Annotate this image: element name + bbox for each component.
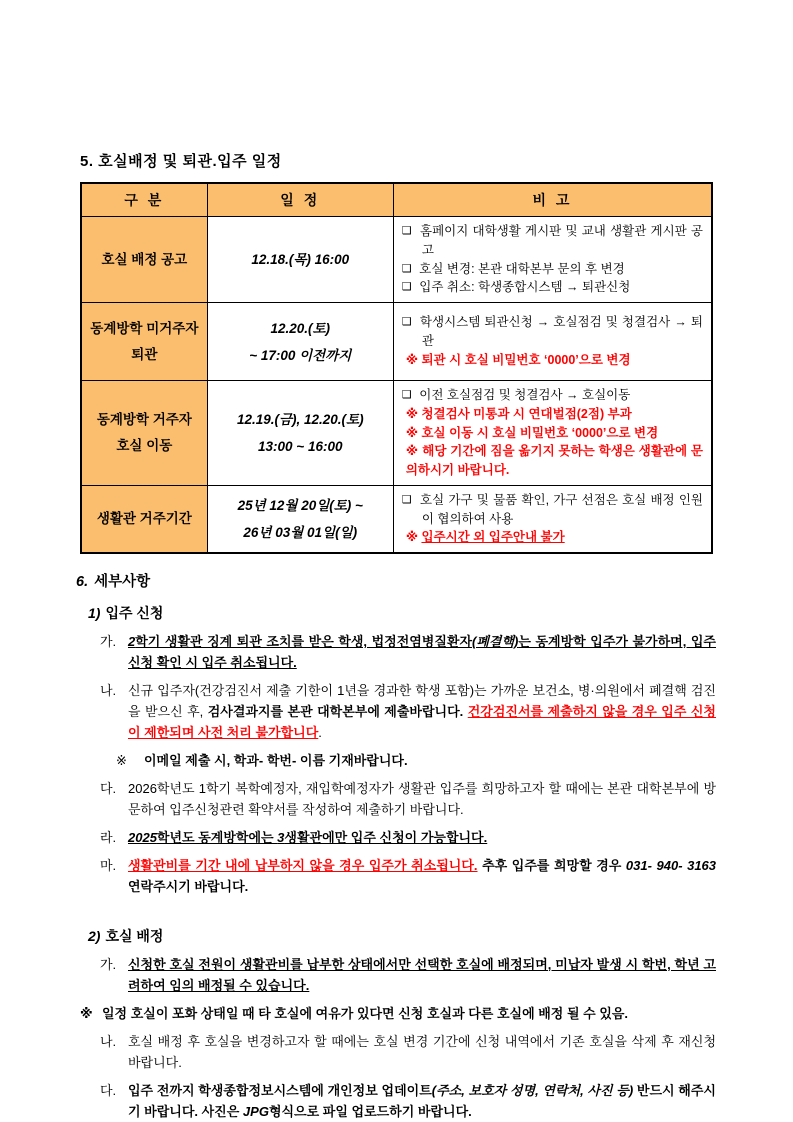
note-text: 학생시스템 퇴관신청 → 호실점검 및 청결검사 → 퇴관 bbox=[415, 315, 703, 349]
category-line: 퇴관 bbox=[131, 346, 158, 362]
item-label: ※ bbox=[80, 1005, 93, 1021]
subsection-heading bbox=[88, 926, 716, 946]
checkbox-icon: ❑ bbox=[401, 262, 412, 275]
detail-item bbox=[100, 1080, 716, 1122]
table-row bbox=[81, 381, 712, 486]
detail-item bbox=[100, 855, 716, 897]
detail-item bbox=[100, 1031, 716, 1073]
detail-item bbox=[100, 827, 716, 848]
asterisk-marker: ※ bbox=[405, 406, 422, 421]
table-row bbox=[81, 217, 712, 303]
text-segment: 031- 940- 3163 bbox=[625, 858, 717, 874]
section6-title bbox=[76, 570, 716, 591]
text-segment: 형식으로 파일 업로드하기 바랍니다. bbox=[268, 1103, 472, 1119]
text-segment: 학기 생활관 징계 퇴관 조치를 받은 학생, 법정전염병질환자 bbox=[135, 634, 473, 649]
asterisk-marker: ※ bbox=[405, 425, 422, 440]
subsection-number: 1) bbox=[88, 605, 101, 621]
note-text: 입주시간 외 입주안내 불가 bbox=[421, 530, 565, 545]
item-label: ※ bbox=[116, 753, 127, 769]
note-line bbox=[402, 528, 703, 547]
schedule-cell bbox=[207, 485, 393, 553]
section5-title: 5. 호실배정 및 퇴관.입주 일정 bbox=[80, 153, 282, 170]
asterisk-marker: ※ bbox=[405, 530, 422, 545]
notes-cell bbox=[393, 217, 712, 303]
text-segment: 2026학년도 1학기 복학예정자, 재입학예정자가 생활관 입주를 희망하고자 할 때에는 본관 대학본부에 방문하여 입주신청관련 확약서를 작성하여 제출하기 바랍니다. bbox=[128, 781, 716, 818]
detail-item bbox=[80, 1003, 716, 1024]
detail-item bbox=[100, 631, 716, 673]
note-text: 이전 호실점검 및 청결검사 → 호실이동 bbox=[415, 388, 631, 402]
detail-item bbox=[116, 750, 716, 771]
checkbox-icon: ❑ bbox=[401, 281, 412, 294]
text-segment: 2025 bbox=[128, 830, 157, 846]
schedule-cell bbox=[207, 303, 393, 381]
checkbox-icon: ❑ bbox=[401, 493, 412, 506]
text-segment: 는 동계방학 입주가 불가하며, 입주 신청 확인 시 입주 취소됩니다. bbox=[128, 634, 716, 671]
note-text: 해당 기간에 짐을 옮기지 못하는 학생은 생활관에 문의하시기 바랍니다. bbox=[405, 444, 703, 477]
item-label: 다. bbox=[100, 781, 117, 797]
text-segment: 생활관에만 입주 신청이 가능합니다. bbox=[284, 830, 488, 846]
category-line: 호실 이동 bbox=[116, 437, 173, 453]
category-line: 동계방학 미거주자 bbox=[90, 320, 199, 336]
text-segment: (폐결핵) bbox=[472, 634, 519, 649]
category-line: 생활관 거주기간 bbox=[96, 511, 192, 527]
checkbox-icon: ❑ bbox=[401, 225, 412, 237]
text-segment: JPG bbox=[242, 1103, 269, 1119]
text-segment: 검사결과지를 본관 대학본부에 제출바랍니다. bbox=[207, 704, 464, 720]
text-segment: 생활관비를 기간 내에 납부하지 않을 경우 입주가 취소됩니다. bbox=[128, 858, 478, 874]
subsection-number: 2) bbox=[88, 927, 101, 944]
table-header-category: 구 분 bbox=[81, 183, 207, 217]
category-cell bbox=[81, 381, 207, 486]
note-line bbox=[402, 386, 703, 405]
item-label: 가. bbox=[100, 634, 117, 649]
item-label: 마. bbox=[100, 858, 117, 874]
checkbox-icon: ❑ bbox=[401, 389, 412, 401]
note-text: 호실 변경: 본관 대학본부 문의 후 변경 bbox=[415, 261, 625, 276]
notes-cell bbox=[393, 303, 712, 381]
text-segment: 입주 전까지 학생종합정보시스템에 개인정보 업데이트 bbox=[128, 1082, 432, 1098]
detail-items bbox=[100, 631, 716, 898]
text-segment: 추후 입주를 희망할 경우 bbox=[477, 858, 626, 874]
category-cell bbox=[81, 303, 207, 381]
text-segment: 연락주시기 바랍니다. bbox=[128, 879, 249, 895]
category-line: 동계방학 거주자 bbox=[96, 412, 192, 428]
subsection-title: 입주 신청 bbox=[105, 605, 164, 621]
note-text: 호실 가구 및 물품 확인, 가구 선점은 호실 배정 인원이 협의하여 사용 bbox=[415, 492, 703, 526]
note-text: 입주 취소: 학생종합시스템 → 퇴관신청 bbox=[415, 280, 631, 295]
category-line: 호실 배정 공고 bbox=[101, 251, 188, 267]
item-label: 가. bbox=[100, 956, 117, 972]
detail-item bbox=[100, 680, 716, 743]
schedule-line: 25년 12월 20일(토) ~ bbox=[237, 497, 363, 513]
table-row bbox=[81, 485, 712, 553]
note-line bbox=[402, 405, 703, 424]
subsection-heading bbox=[88, 603, 716, 623]
detail-item bbox=[100, 954, 716, 996]
note-line bbox=[402, 351, 703, 370]
item-label: 나. bbox=[100, 1033, 117, 1049]
note-text: 청결검사 미통과 시 연대벌점(2점) 부과 bbox=[421, 406, 632, 421]
schedule-table-body bbox=[81, 217, 712, 554]
table-row bbox=[81, 303, 712, 381]
asterisk-marker: ※ bbox=[405, 444, 423, 459]
text-segment: . bbox=[318, 725, 322, 741]
schedule-line: 12.20.(토) bbox=[270, 320, 331, 336]
notes-cell bbox=[393, 485, 712, 553]
section6-title-text: 세부사항 bbox=[94, 574, 151, 590]
note-text: 퇴관 시 호실 비밀번호 ‘0000’으로 변경 bbox=[421, 352, 631, 367]
note-line bbox=[402, 491, 703, 529]
schedule-line: 26년 03월 01일(일) bbox=[243, 524, 358, 540]
text-segment: 신규 입주자(건강검진서 제출 기한이 1년을 경과한 학생 포함)는 가까운 보건소, 병·의원에서 폐결핵 검진을 받으신 후, bbox=[128, 683, 716, 720]
item-label: 다. bbox=[100, 1082, 117, 1098]
section6-number: 6. bbox=[76, 574, 89, 590]
table-header-row bbox=[81, 183, 712, 217]
detail-items bbox=[80, 954, 716, 1122]
item-label: 라. bbox=[100, 830, 117, 846]
details-container bbox=[80, 603, 716, 1122]
text-segment: 일정 호실이 포화 상태일 때 타 호실에 여유가 있다면 신청 호실과 다른 호실에 배정 될 수 있음. bbox=[102, 1005, 629, 1021]
note-line bbox=[402, 313, 703, 351]
item-label: 나. bbox=[100, 683, 117, 699]
schedule-line: 12.19.(금), 12.20.(토) bbox=[236, 411, 364, 427]
text-segment: 건강검진서를 제출하지 않을 경우 입주 신청이 제한되며 사전 처리 불가합니다 bbox=[128, 704, 716, 741]
subsection-1 bbox=[80, 603, 716, 898]
category-cell bbox=[81, 217, 207, 303]
note-text: 호실 이동 시 호실 비밀번호 ‘0000’으로 변경 bbox=[421, 425, 659, 440]
schedule-cell bbox=[207, 381, 393, 486]
note-line bbox=[402, 260, 703, 279]
table-header-schedule: 일 정 bbox=[207, 183, 393, 217]
note-line bbox=[402, 278, 703, 297]
schedule-cell bbox=[207, 217, 393, 303]
text-segment: 이메일 제출 시, 학과- 학번- 이름 기재바랍니다. bbox=[144, 753, 408, 769]
schedule-line: 13:00 ~ 16:00 bbox=[258, 438, 343, 454]
category-cell bbox=[81, 485, 207, 553]
table-header-notes: 비 고 bbox=[393, 183, 712, 217]
subsection-title: 호실 배정 bbox=[105, 927, 164, 944]
text-segment: 호실 배정 후 호실을 변경하고자 할 때에는 호실 변경 기간에 신청 내역에서 기존 호실을 삭제 후 재신청 바랍니다. bbox=[128, 1033, 716, 1070]
text-segment: 학년도 동계방학에는 bbox=[156, 830, 278, 846]
schedule-line: 12.18.(목) 16:00 bbox=[251, 252, 350, 267]
text-segment: 신청한 호실 전원이 생활관비를 납부한 상태에서만 선택한 호실에 배정되며, 미납자 발생 시 학번, 학년 고려하여 임의 배정될 수 있습니다. bbox=[128, 956, 716, 993]
note-text: 홈페이지 대학생활 게시판 및 교내 생활관 게시판 공고 bbox=[415, 224, 703, 257]
document-content bbox=[76, 150, 717, 1122]
text-segment: 반드시 해주시기 바랍니다. 사진은 bbox=[128, 1082, 716, 1119]
text-segment: 3 bbox=[277, 830, 285, 846]
text-segment: (주소, 보호자 성명, 연락처, 사진 등) bbox=[431, 1082, 634, 1098]
note-line bbox=[402, 222, 703, 260]
note-line bbox=[402, 442, 703, 480]
note-line bbox=[402, 424, 703, 443]
text-segment: 2 bbox=[128, 634, 136, 649]
schedule-table bbox=[80, 182, 713, 554]
asterisk-marker: ※ bbox=[405, 352, 422, 367]
subsection-2 bbox=[80, 926, 716, 1122]
notes-cell bbox=[393, 381, 712, 486]
checkbox-icon: ❑ bbox=[401, 316, 412, 329]
detail-item bbox=[100, 778, 716, 820]
schedule-line: ~ 17:00 이전까지 bbox=[249, 347, 352, 363]
